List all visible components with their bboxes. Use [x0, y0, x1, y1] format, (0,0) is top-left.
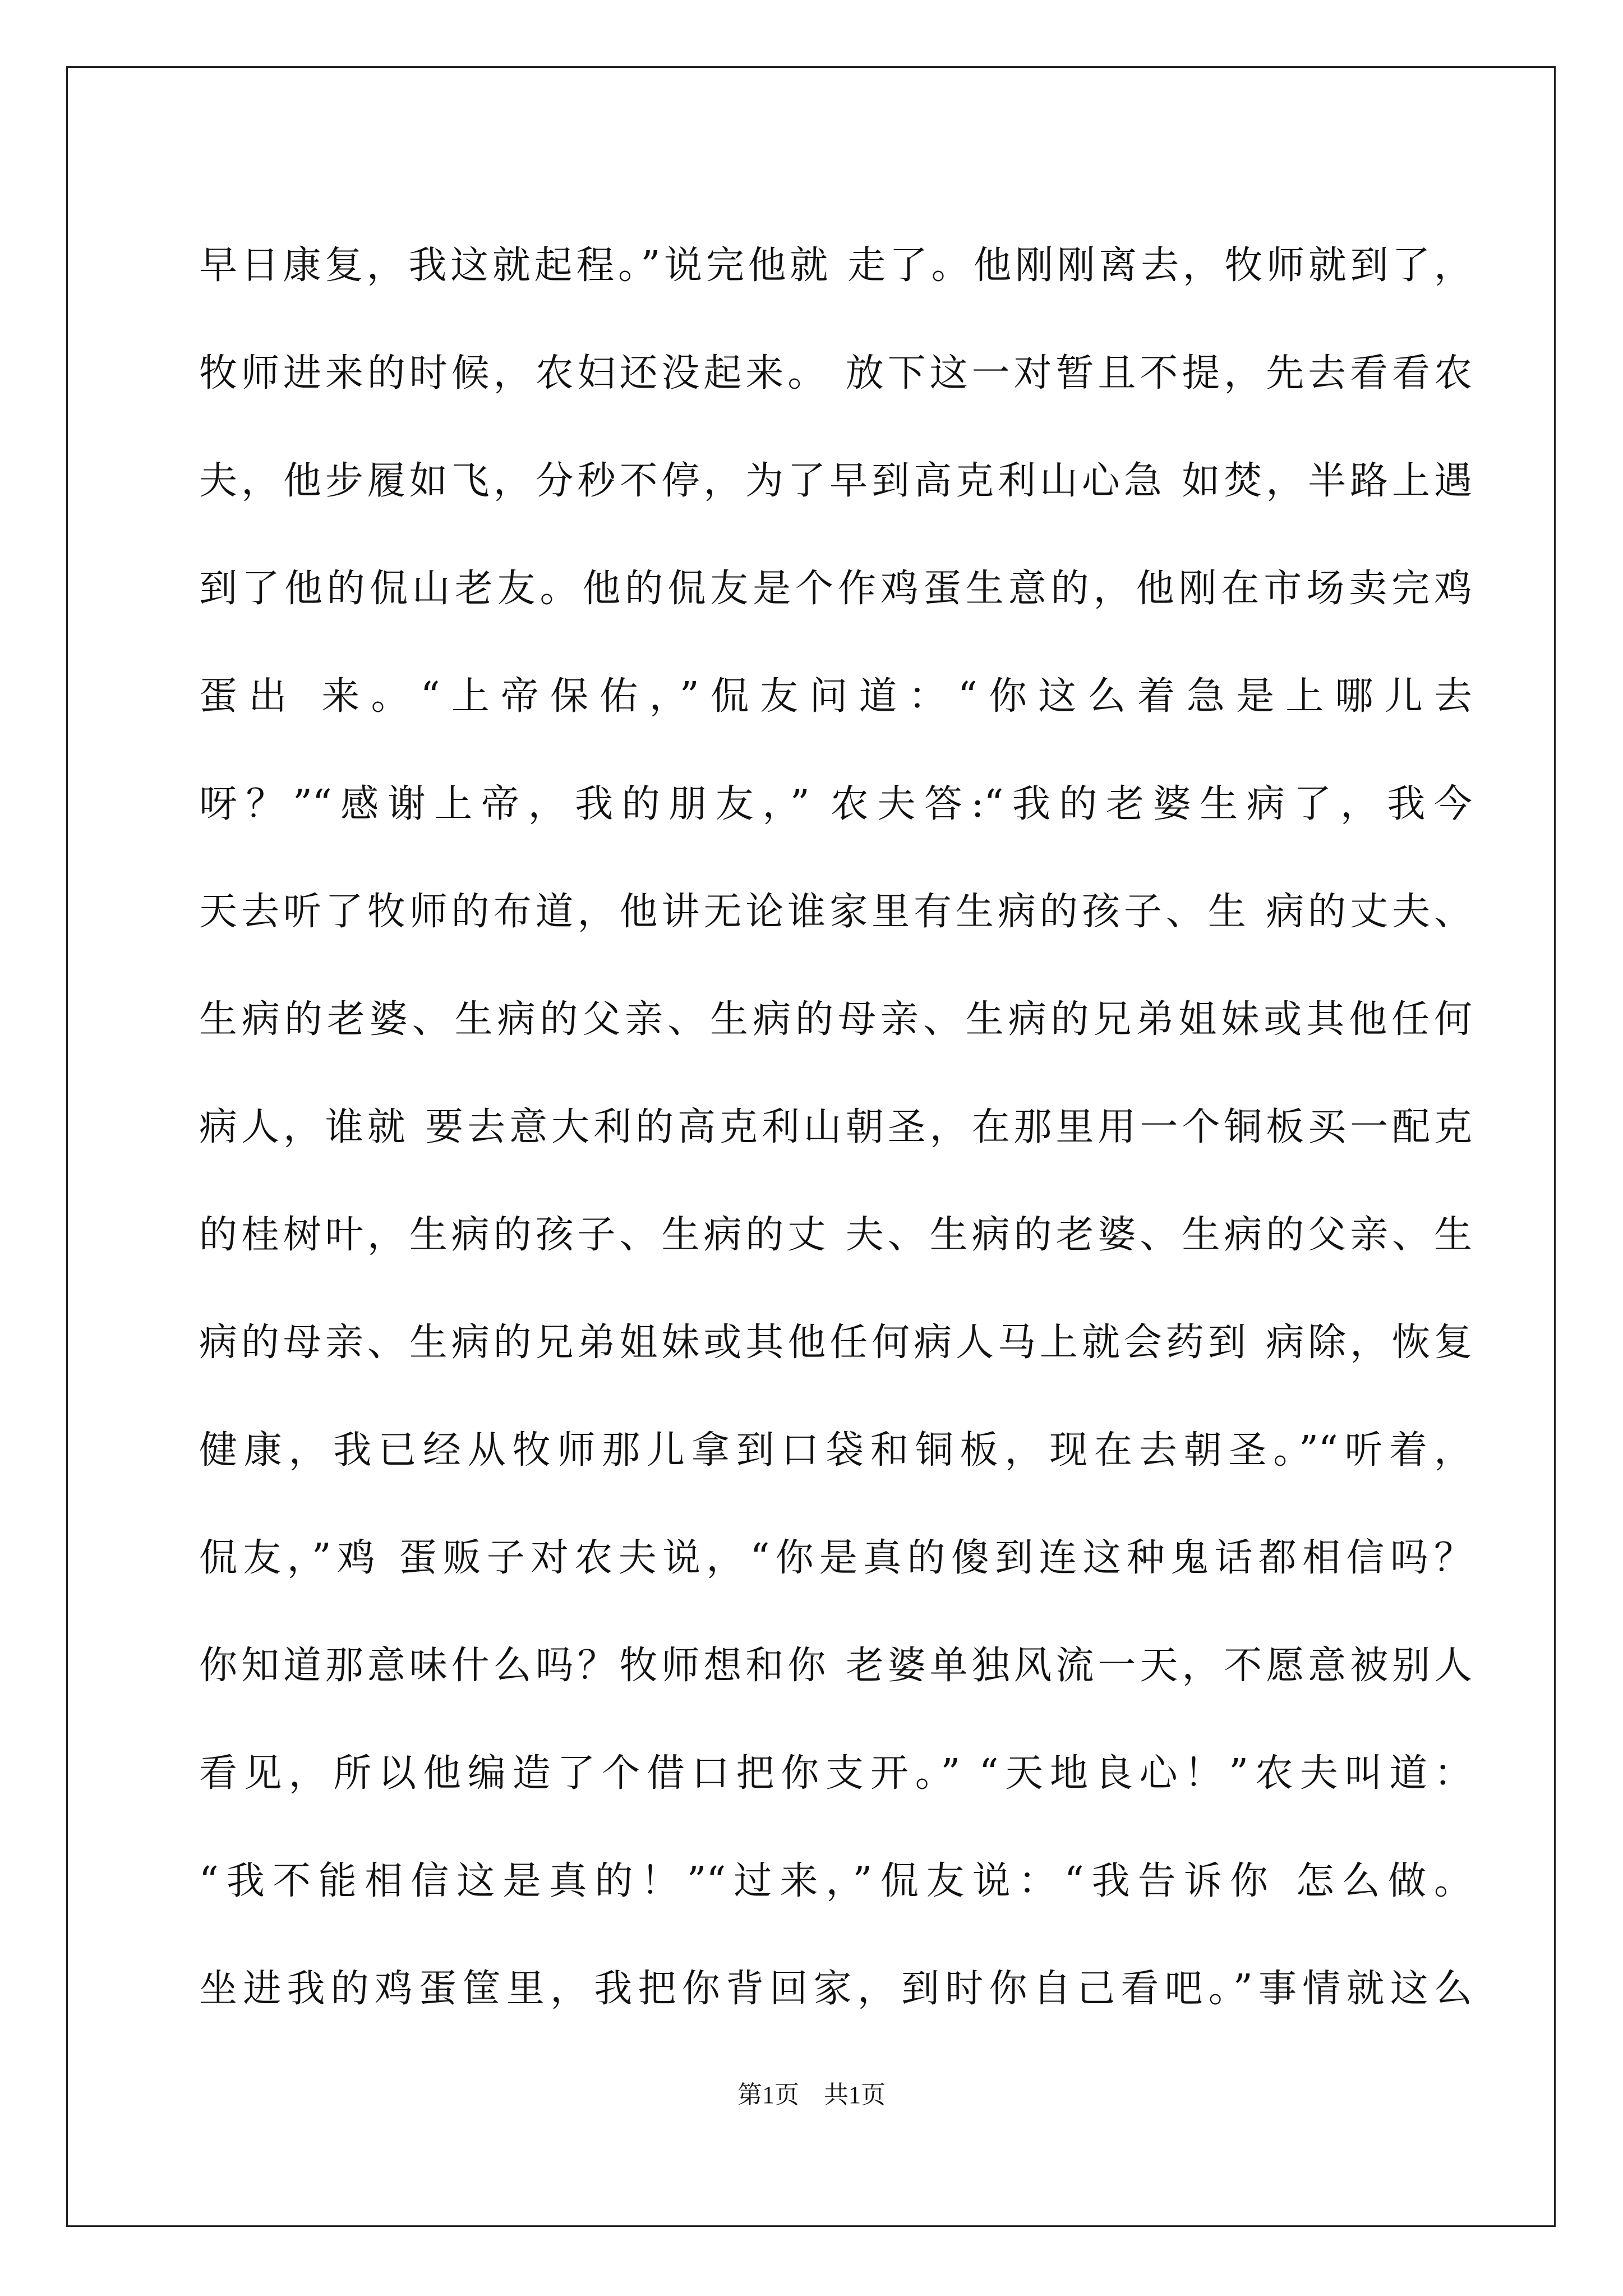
text-line: 你知道那意味什么吗？牧师想和你 老婆单独风流一天，不愿意被别人 [199, 1644, 1472, 1688]
text-line: 呀？”“感谢上帝，我的朋友，” 农夫答:“我的老婆生病了，我今 [199, 782, 1472, 826]
text-line: 健康，我已经从牧师那儿拿到口袋和铜板，现在去朝圣。”“听着， [199, 1428, 1472, 1473]
text-line: 天去听了牧师的布道，他讲无论谁家里有生病的孩子、生 病的丈夫、 [199, 890, 1472, 934]
text-line: 看见，所以他编造了个借口把你支开。” “天地良心！”农夫叫道： [199, 1751, 1472, 1796]
body-text [199, 212, 1472, 2043]
text-line: 早日康复，我这就起程。”说完他就 走了。他刚刚离去，牧师就到了， [199, 243, 1472, 288]
text-line: 坐进我的鸡蛋筐里，我把你背回家，到时你自己看吧。”事情就这么 [199, 1967, 1472, 2011]
text-line: 夫，他步履如飞，分秒不停，为了早到高克利山心急 如焚，半路上遇 [199, 459, 1472, 503]
text-line: 病的母亲、生病的兄弟姐妹或其他任何病人马上就会药到 病除，恢复 [199, 1320, 1472, 1365]
text-line: “我不能相信这是真的！”“过来，”侃友说：“我告诉你 怎么做。 [199, 1859, 1472, 1903]
text-line: 牧师进来的时候，农妇还没起来。 放下这一对暂且不提，先去看看农 [199, 351, 1472, 395]
text-line: 蛋出 来。“上帝保佑，”侃友问道：“你这么着急是上哪儿去 [199, 674, 1472, 719]
text-line: 的桂树叶，生病的孩子、生病的丈 夫、生病的老婆、生病的父亲、生 [199, 1213, 1472, 1257]
text-line: 侃友，”鸡 蛋贩子对农夫说，“你是真的傻到连这种鬼话都相信吗？ [199, 1536, 1472, 1580]
page-number: 第1页 共1页 [737, 2081, 886, 2109]
text-line: 生病的老婆、生病的父亲、生病的母亲、生病的兄弟姐妹或其他任何 [199, 997, 1472, 1042]
text-line: 到了他的侃山老友。他的侃友是个作鸡蛋生意的，他刚在市场卖完鸡 [199, 567, 1472, 611]
text-line: 病人，谁就 要去意大利的高克利山朝圣，在那里用一个铜板买一配克 [199, 1105, 1472, 1149]
